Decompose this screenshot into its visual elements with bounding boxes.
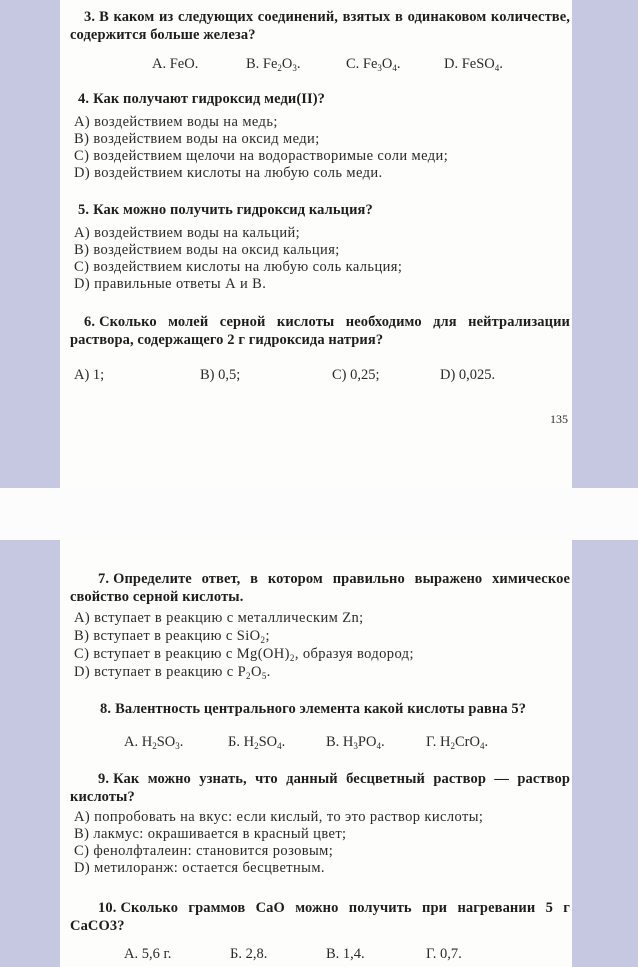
page-number: 135 bbox=[550, 412, 568, 426]
option-a[interactable]: A) вступает в реакцию с металлическим Zn; bbox=[74, 610, 364, 626]
option-b[interactable]: Б. 2,8. bbox=[230, 946, 268, 962]
question-4: 4. Как получают гидроксид меди(II)? bbox=[78, 91, 326, 107]
option-c[interactable]: C) 0,25; bbox=[332, 367, 380, 383]
option-d[interactable]: D. FeSO$_4$. bbox=[444, 56, 503, 73]
option-d[interactable]: Г. 0,7. bbox=[426, 946, 462, 962]
question-9: 9. Как можно узнать, что данный бесцветный раствор — раствор кислоты? bbox=[70, 771, 570, 805]
option-d[interactable]: Г. $H_2CrO_4$. bbox=[426, 734, 489, 751]
option-d[interactable]: D) правильные ответы А и В. bbox=[74, 276, 267, 292]
option-c[interactable]: C) воздействием кислоты на любую соль кальция; bbox=[74, 259, 403, 275]
option-a[interactable]: А. $H_2SO_3$. bbox=[124, 734, 184, 751]
option-c[interactable]: В. 1,4. bbox=[326, 946, 365, 962]
option-c[interactable]: C) вступает в реакцию с $Mg(OH)_2$, образуя водород; bbox=[74, 646, 414, 663]
option-b[interactable]: B) воздействием воды на оксид кальция; bbox=[74, 242, 340, 258]
question-10: 10. Сколько граммов CaO можно получить при нагревании 5 г CaCO3? bbox=[70, 900, 570, 934]
option-b[interactable]: B) лакмус: окрашивается в красный цвет; bbox=[74, 826, 347, 842]
question-5: 5. Как можно получить гидроксид кальция? bbox=[78, 202, 373, 218]
option-b[interactable]: B. $Fe_2O_3$. bbox=[246, 56, 301, 73]
option-a[interactable]: A) попробовать на вкус: если кислый, то это раствор кислоты; bbox=[74, 809, 484, 825]
question-7: 7. Определите ответ, в котором правильно выражено химическое свойство серной кислоты. bbox=[70, 571, 570, 605]
option-b[interactable]: Б. $H_2SO_4$. bbox=[228, 734, 286, 751]
option-d[interactable]: D) 0,025. bbox=[440, 367, 496, 383]
option-c[interactable]: В. $H_3PO_4$. bbox=[326, 734, 385, 751]
option-d[interactable]: D) воздействием кислоты на любую соль меди. bbox=[74, 165, 383, 181]
option-a[interactable]: A) воздействием воды на медь; bbox=[74, 114, 278, 130]
left-margin-band bbox=[0, 0, 60, 967]
question-8: 8. Валентность центрального элемента какой кислоты равна 5? bbox=[100, 701, 527, 717]
option-b[interactable]: B) воздействием воды на оксид меди; bbox=[74, 131, 320, 147]
option-d[interactable]: D) метилоранж: остается бесцветным. bbox=[74, 860, 325, 876]
content bbox=[70, 0, 570, 967]
right-margin-band bbox=[572, 0, 638, 967]
option-b[interactable]: B) вступает в реакцию с SiO$_2$; bbox=[74, 628, 270, 645]
option-c[interactable]: C. $Fe_3O_4$. bbox=[346, 56, 401, 73]
option-a[interactable]: A) 1; bbox=[74, 367, 105, 383]
question-6: 6. Сколько молей серной кислоты необходимо для нейтрализации раствора, содержащего 2 г гидроксида натрия? bbox=[70, 314, 570, 348]
option-a[interactable]: A) воздействием воды на кальций; bbox=[74, 225, 301, 241]
option-d[interactable]: D) вступает в реакцию с $P_2O_5$. bbox=[74, 664, 271, 681]
option-a[interactable]: А. 5,6 г. bbox=[124, 946, 172, 962]
option-b[interactable]: B) 0,5; bbox=[200, 367, 241, 383]
option-c[interactable]: C) фенолфталеин: становится розовым; bbox=[74, 843, 334, 859]
option-a[interactable]: A. FeO. bbox=[152, 56, 199, 72]
question-3: 3. В каком из следующих соединений, взятых в одинаковом количестве, содержится больше железа? bbox=[70, 9, 570, 43]
option-c[interactable]: C) воздействием щелочи на водорастворимые соли меди; bbox=[74, 148, 449, 164]
